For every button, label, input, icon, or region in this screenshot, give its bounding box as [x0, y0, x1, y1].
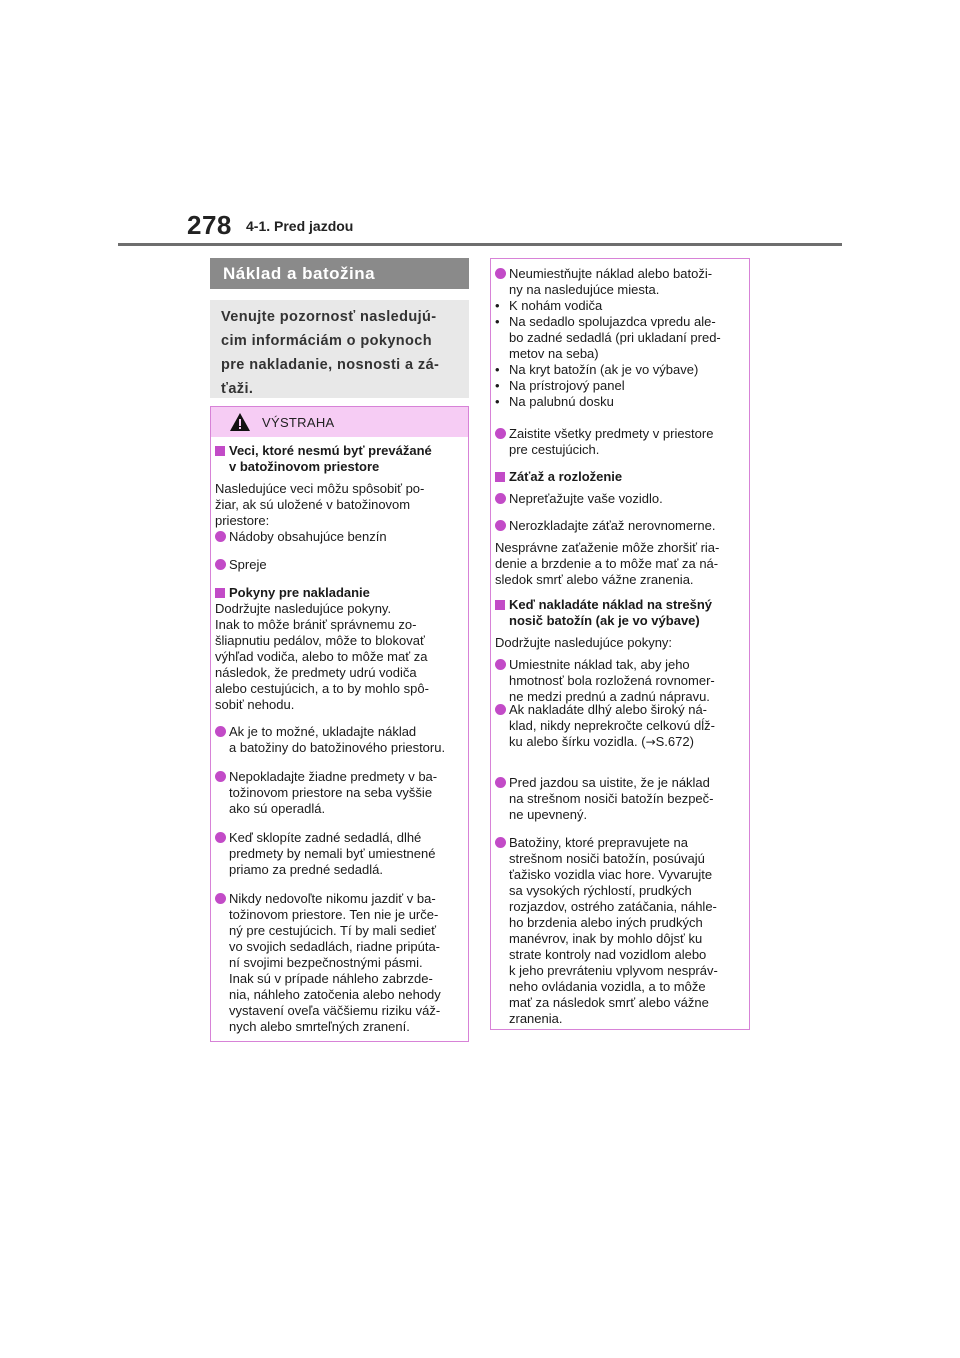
text-line: žiar, ak sú uložené v batožinovom: [215, 497, 411, 512]
heading-prohibited-items: [215, 443, 432, 475]
text-line: Na prístrojový panel: [509, 378, 625, 393]
text-line: Keď sklopíte zadné sedadlá, dlhé: [229, 830, 422, 845]
text-line: K nohám vodiča: [509, 298, 603, 313]
text-line: Na palubnú dosku: [509, 394, 614, 409]
warning-box-right: [490, 258, 750, 1030]
text-line: ťaži.: [221, 381, 254, 397]
circle-bullet-icon: [215, 893, 226, 904]
bullet-roof-rack-center-of-gravity: [495, 835, 718, 1027]
text-line: Na kryt batožín (ak je vo výbave): [509, 362, 699, 377]
text-line: manévrov, inak by mohlo dôjsť ku: [509, 931, 703, 946]
text-line: Nasledujúce veci môžu spôsobiť po-: [215, 481, 425, 496]
paragraph-follow-instructions: [495, 635, 672, 651]
text-line: Nesprávne zaťaženie môže zhoršiť ria-: [495, 540, 720, 555]
paragraph-improper-loading: [495, 540, 719, 588]
header-rule: [118, 243, 842, 246]
circle-bullet-icon: [215, 559, 226, 570]
square-bullet-icon: [215, 588, 225, 598]
square-bullet-icon: [495, 600, 505, 610]
text-line: Neumiestňujte náklad alebo batoži-: [509, 266, 713, 281]
circle-bullet-icon: [215, 832, 226, 843]
text-line: nych alebo smrteľných zranení.: [229, 1019, 410, 1034]
circle-bullet-icon: [215, 726, 226, 737]
square-bullet-icon: [495, 472, 505, 482]
text-line: Veci, ktoré nesmú byť prevážané: [229, 443, 432, 458]
text-line: strate kontroly nad vozidlom alebo: [509, 947, 707, 962]
text-line: vo svojich sedadlách, riadne pripúta-: [229, 939, 441, 954]
text-line: Zaistite všetky predmety v priestore: [509, 426, 714, 441]
text-line: tožinovom priestore na seba vyššie: [229, 785, 433, 800]
text-line: ny na nasledujúce miesta.: [509, 282, 660, 297]
text-line: ne upevnený.: [509, 807, 588, 822]
circle-bullet-icon: [495, 520, 506, 531]
dot-bullet-icon: •: [495, 362, 500, 377]
dot-bullet-icon: •: [495, 378, 500, 393]
text-line: sa vysokých rýchlostí, prudkých: [509, 883, 692, 898]
text-line: zranenia.: [509, 1011, 563, 1026]
text-line: Spreje: [229, 557, 267, 572]
text-line: šliapnutiu pedálov, môže to blokovať: [215, 633, 425, 648]
text-line: pre cestujúcich.: [509, 442, 600, 457]
text-line: ako sú operadlá.: [229, 801, 326, 816]
warning-triangle-icon: [229, 412, 251, 432]
circle-bullet-icon: [495, 428, 506, 439]
list-forbidden-places: [495, 298, 721, 410]
text-line: tožinovom priestore. Ten nie je urče-: [229, 907, 439, 922]
text-line: strešnom nosiči batožín, posúvajú: [509, 851, 705, 866]
text-line: ní svojimi bezpečnostnými pásmi.: [229, 955, 423, 970]
text-line: Dodržujte nasledujúce pokyny.: [215, 601, 392, 616]
page-reference-link[interactable]: S.672): [655, 734, 694, 749]
text-line: Nepreťažujte vaše vozidlo.: [509, 491, 663, 506]
bullet-long-wide-cargo: Ak nakladáte dlhý alebo široký ná- klad, nikdy neprekročte celkovú dĺž- ku alebo šírku vozidla. (→S.672): [495, 702, 715, 750]
text-line: alebo cestujúcich, a to by mohlo spô-: [215, 681, 429, 696]
text-line: pre nakladanie, nosnosti a zá-: [221, 357, 440, 373]
paragraph-loading-instructions: [215, 601, 429, 713]
text-line: bo zadné sedadlá (pri ukladaní pred-: [509, 330, 721, 345]
bullet-folded-seats: [215, 830, 435, 878]
text-line: na strešnom nosiči batožín bezpeč-: [509, 791, 714, 806]
text-line: a batožiny do batožinového priestoru.: [229, 740, 446, 755]
text-line: Záťaž a rozloženie: [509, 469, 623, 484]
bullet-sprays: [215, 557, 267, 573]
text-line: sobiť nehodu.: [215, 697, 295, 712]
warning-label: VÝSTRAHA: [262, 415, 335, 430]
text-line: výhľad vodiča, alebo to môže mať za: [215, 649, 428, 664]
heading-load-distribution: [495, 469, 622, 485]
text-line: Inak to môže brániť správnemu zo-: [215, 617, 417, 632]
text-line: Pred jazdou sa uistite, že je náklad: [509, 775, 710, 790]
text-line: Pokyny pre nakladanie: [229, 585, 370, 600]
text-line: Batožiny, ktoré prepravujete na: [509, 835, 688, 850]
circle-bullet-icon: [495, 268, 506, 279]
circle-bullet-icon: [215, 531, 226, 542]
warning-header: [211, 407, 468, 437]
text-line: Nádoby obsahujúce benzín: [229, 529, 387, 544]
list-item: [495, 394, 721, 410]
text-line: Nikdy nedovoľte nikomu jazdiť v ba-: [229, 891, 436, 906]
text-line: Ak je to možné, ukladajte náklad: [229, 724, 417, 739]
text-line: Ak nakladáte dlhý alebo široký ná-: [509, 702, 708, 717]
list-item: [495, 298, 721, 314]
text-line: metov na seba): [509, 346, 599, 361]
text-line: klad, nikdy neprekročte celkovú dĺž-: [509, 718, 715, 733]
text-line: ťažisko vozidla viac hore. Vyvarujte: [509, 867, 713, 882]
warning-box-left: [210, 406, 469, 1042]
bullet-no-riding-in-cargo: [215, 891, 441, 1035]
text-line: denie a brzdenie a to môže mať za ná-: [495, 556, 719, 571]
text-line: priestore:: [215, 513, 270, 528]
bullet-use-cargo-area: [215, 724, 445, 756]
text-line: predmety by nemali byť umiestnené: [229, 846, 436, 861]
text-line: nia, náhleho zatočenia alebo nehody: [229, 987, 441, 1002]
text-line: vystavení oveľa väčšiemu riziku váž-: [229, 1003, 441, 1018]
text-line: neho ovládania vozidla, a to môže: [509, 979, 706, 994]
list-item: [495, 314, 721, 362]
page-number: 278: [187, 210, 232, 240]
bullet-no-stacking: [215, 769, 437, 817]
text-line: Venujte pozornosť nasledujú-: [221, 309, 437, 325]
heading-roof-rack: [495, 597, 712, 629]
text-line: Nerozkladajte záťaž nerovnomerne.: [509, 518, 716, 533]
circle-bullet-icon: [495, 704, 506, 715]
text-line: ne medzi prednú a zadnú nápravu.: [509, 689, 710, 704]
bullet-gasoline: [215, 529, 387, 545]
paragraph-fire-risk: [215, 481, 424, 529]
list-item: [495, 362, 721, 378]
text-line: ho brzdenia alebo iných prudkých: [509, 915, 703, 930]
bullet-axle-distribution: [495, 657, 715, 705]
text-line: Keď nakladáte náklad na strešný: [509, 597, 712, 612]
bullet-forbidden-places: [495, 266, 712, 298]
intro-box: [210, 300, 469, 398]
text-line: cim informáciám o pokynoch: [221, 333, 433, 349]
square-bullet-icon: [215, 446, 225, 456]
text-line: sledok smrť alebo vážne zranenia.: [495, 572, 694, 587]
dot-bullet-icon: •: [495, 394, 500, 409]
text-line: Nepokladajte žiadne predmety v ba-: [229, 769, 438, 784]
text-line: nosič batožín (ak je vo výbave): [509, 613, 700, 628]
circle-bullet-icon: [495, 493, 506, 504]
section-title: 4-1. Pred jazdou: [246, 218, 354, 234]
text-line: Dodržujte nasledujúce pokyny:: [495, 635, 673, 650]
dot-bullet-icon: •: [495, 298, 500, 313]
heading-cargo-luggage: Náklad a batožina: [210, 258, 469, 289]
heading-loading-instructions: [215, 585, 370, 601]
text-line: rozjazdov, ostrého zatáčania, náhle-: [509, 899, 717, 914]
bullet-check-roof-load: [495, 775, 714, 823]
bullet-even-distribution: [495, 518, 715, 534]
dot-bullet-icon: •: [495, 314, 500, 329]
bullet-secure-items: [495, 426, 713, 458]
text-line: hmotnosť bola rozložená rovnomer-: [509, 673, 715, 688]
circle-bullet-icon: [215, 771, 226, 782]
text-line: k jeho prevráteniu vplyvom nespráv-: [509, 963, 718, 978]
text-line: následok, že predmety udrú vodiča: [215, 665, 417, 680]
list-item: [495, 378, 721, 394]
circle-bullet-icon: [495, 659, 506, 670]
text-line: mať za následok smrť alebo vážne: [509, 995, 709, 1010]
text-line: v batožinovom priestore: [229, 459, 380, 474]
bullet-no-overload: [495, 491, 663, 507]
circle-bullet-icon: [495, 837, 506, 848]
text-line: priamo za predné sedadlá.: [229, 862, 383, 877]
circle-bullet-icon: [495, 777, 506, 788]
text-line: Na sedadlo spolujazdca vpredu ale-: [509, 314, 716, 329]
text-line: Umiestnite náklad tak, aby jeho: [509, 657, 690, 672]
text-line: Inak sú v prípade náhleho zabrzde-: [229, 971, 433, 986]
text-line: ný pre cestujúcich. Tí by mali sedieť: [229, 923, 436, 938]
page-reference-arrow-icon: →: [645, 735, 656, 749]
